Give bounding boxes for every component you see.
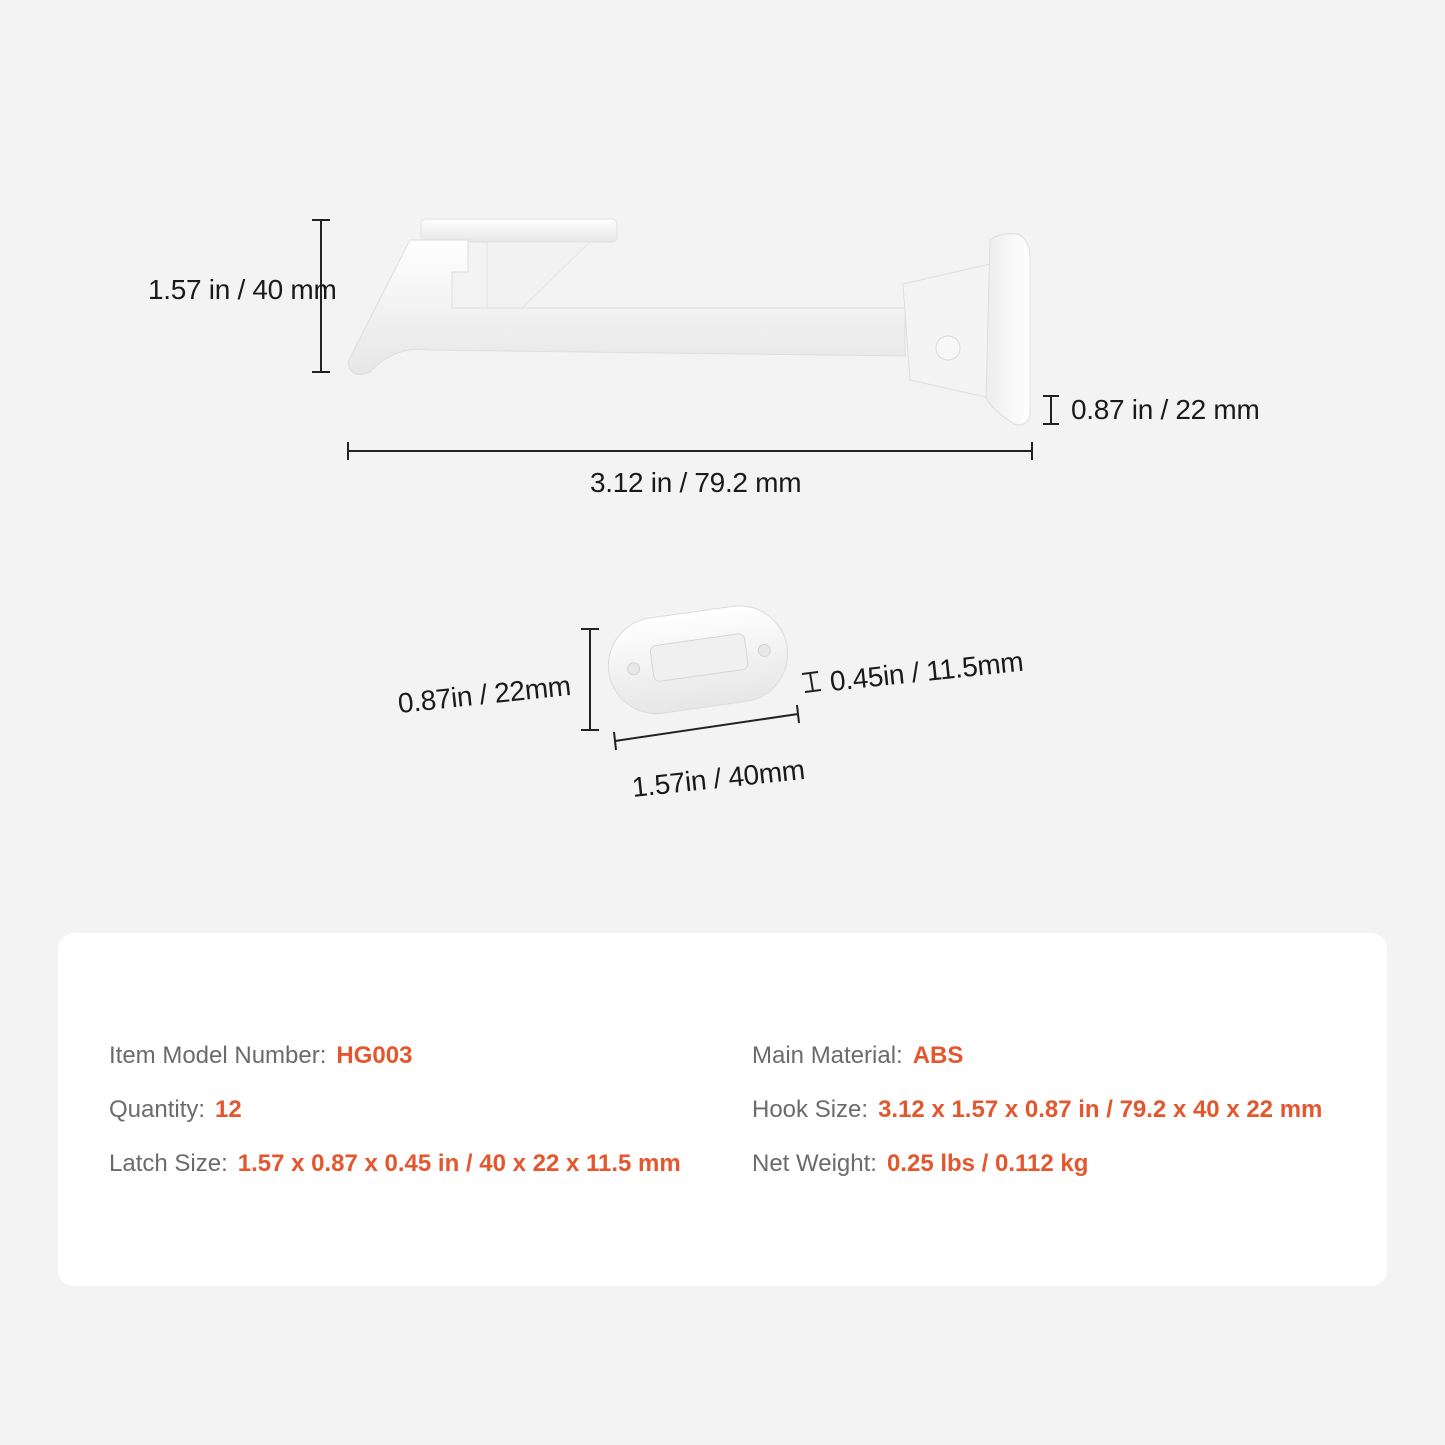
spec-hook-size: [752, 1096, 1322, 1124]
spec-key: Hook Size:: [752, 1096, 869, 1123]
spec-key: Quantity:: [109, 1096, 206, 1123]
latch-depth-label: 0.45in / 11.5mm: [828, 645, 1025, 697]
spec-model-number: [109, 1042, 412, 1070]
hook-height-label: 1.57 in / 40 mm: [148, 274, 337, 305]
spec-key: Main Material:: [752, 1042, 903, 1069]
spec-value: 0.25 lbs / 0.112 kg: [886, 1150, 1089, 1177]
spec-quantity: [109, 1096, 242, 1124]
latch-length-label: 1.57in / 40mm: [630, 753, 807, 803]
spec-latch-size: [109, 1150, 681, 1178]
hook-length-label: 3.12 in / 79.2 mm: [590, 467, 802, 498]
spec-value: 3.12 x 1.57 x 0.87 in / 79.2 x 40 x 22 mm: [878, 1096, 1323, 1123]
spec-value: ABS: [912, 1042, 964, 1069]
spec-net-weight: [752, 1150, 1088, 1178]
spec-value: HG003: [336, 1042, 413, 1069]
spec-value: 1.57 x 0.87 x 0.45 in / 40 x 22 x 11.5 mm: [237, 1150, 681, 1177]
spec-key: Item Model Number:: [109, 1042, 327, 1069]
spec-value: 12: [215, 1096, 242, 1123]
spec-key: Net Weight:: [752, 1150, 877, 1177]
hook-depth-label: 0.87 in / 22 mm: [1071, 394, 1260, 425]
latch-height-label: 0.87in / 22mm: [396, 669, 573, 719]
spec-main-material: [752, 1042, 963, 1070]
spec-key: Latch Size:: [109, 1150, 228, 1177]
spec-card: [58, 933, 1387, 1286]
